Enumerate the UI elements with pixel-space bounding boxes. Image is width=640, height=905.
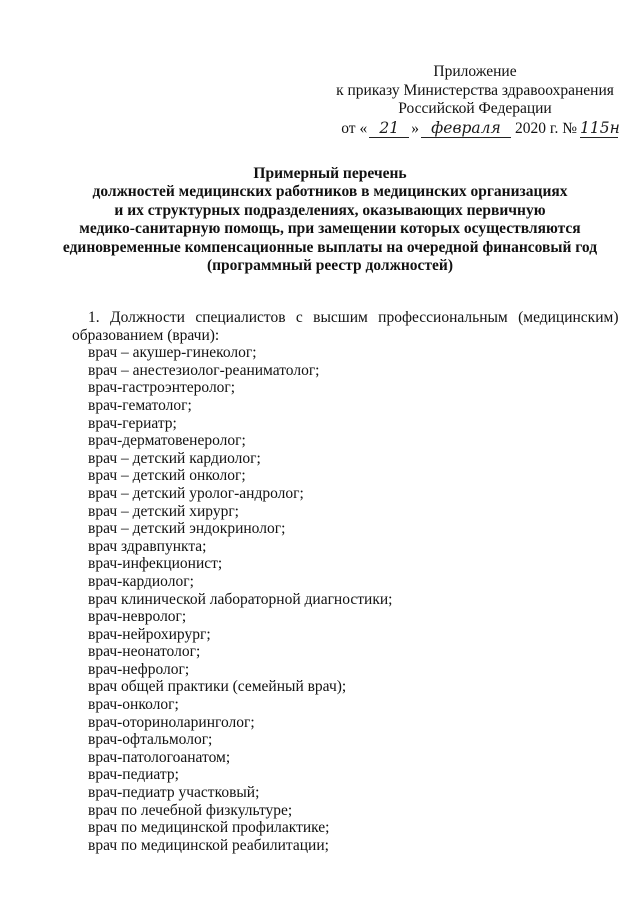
position-list-item: врач-кардиолог;: [88, 572, 194, 590]
handwritten-order-number: 115н: [580, 118, 620, 137]
position-list-item: врач общей практики (семейный врач);: [88, 678, 347, 696]
appendix-order-ref: к приказу Министерства здравоохранения: [336, 81, 614, 99]
position-list-item: врач по медицинской реабилитации;: [88, 836, 329, 854]
position-list-item: врач – акушер-гинеколог;: [88, 344, 257, 362]
position-list-item: врач – детский уролог-андролог;: [88, 484, 304, 502]
section-1-lead-line: образованием (врачи):: [72, 326, 220, 344]
section-1-lead: [72, 309, 619, 344]
position-list: [88, 344, 616, 854]
position-list-item: врач-невролог;: [88, 608, 187, 626]
position-list-item: врач по лечебной физкультуре;: [88, 801, 293, 819]
position-list-item: врач-педиатр;: [88, 766, 179, 784]
position-list-item: врач-офтальмолог;: [88, 731, 213, 749]
position-list-item: врач здравпункта;: [88, 537, 207, 555]
position-list-item: врач – детский эндокринолог;: [88, 520, 286, 538]
title-line: единовременные компенсационные выплаты на очередной финансовый год: [62, 238, 598, 256]
date-prefix: от «: [341, 119, 368, 137]
handwritten-month: февраля: [421, 119, 511, 139]
appendix-label: Приложение: [433, 63, 517, 80]
position-list-item: врач-дерматовенеролог;: [88, 432, 246, 450]
position-list-item: врач-гематолог;: [88, 396, 192, 414]
position-list-item: врач по медицинской профилактике;: [88, 819, 330, 837]
handwritten-day: 21: [369, 119, 409, 139]
position-list-item: врач-оториноларинголог;: [88, 713, 255, 731]
position-list-item: врач – детский кардиолог;: [88, 449, 261, 467]
appendix-date-line: [330, 119, 620, 139]
title-line: и их структурных подразделениях, оказывающих первичную: [114, 201, 546, 219]
year-text: 2020 г. №: [514, 119, 577, 137]
position-list-item: врач – анестезиолог-реаниматолог;: [88, 361, 320, 379]
position-list-item: врач клинической лабораторной диагностики;: [88, 590, 393, 608]
date-quote-close: »: [411, 119, 419, 137]
position-list-item: врач-патологоанатом;: [88, 748, 231, 766]
position-list-item: врач-нефролог;: [88, 660, 190, 678]
position-list-item: врач-нейрохирург;: [88, 625, 211, 643]
appendix-country: Российской Федерации: [398, 100, 552, 117]
document-title: [60, 165, 600, 275]
position-list-item: врач – детский онколог;: [88, 467, 246, 485]
title-line: (программный реестр должностей): [206, 257, 454, 275]
title-line: медико-санитарную помощь, при замещении которых осуществляются: [79, 220, 581, 238]
document-body: [72, 309, 619, 854]
position-list-item: врач – детский хирург;: [88, 502, 239, 520]
title-line: Примерный перечень: [253, 165, 407, 182]
position-list-item: врач-педиатр участковый;: [88, 784, 260, 802]
position-list-item: врач-инфекционист;: [88, 555, 223, 573]
appendix-header: [330, 63, 620, 138]
position-list-item: врач-гастроэнтеролог;: [88, 379, 236, 397]
position-list-item: врач-неонатолог;: [88, 643, 201, 661]
section-1-lead-line: 1. Должности специалистов с высшим профессиональным (медицинским): [88, 309, 619, 326]
title-line: должностей медицинских работников в медицинских организациях: [92, 183, 568, 201]
position-list-item: врач-онколог;: [88, 696, 179, 714]
position-list-item: врач-гериатр;: [88, 414, 177, 432]
